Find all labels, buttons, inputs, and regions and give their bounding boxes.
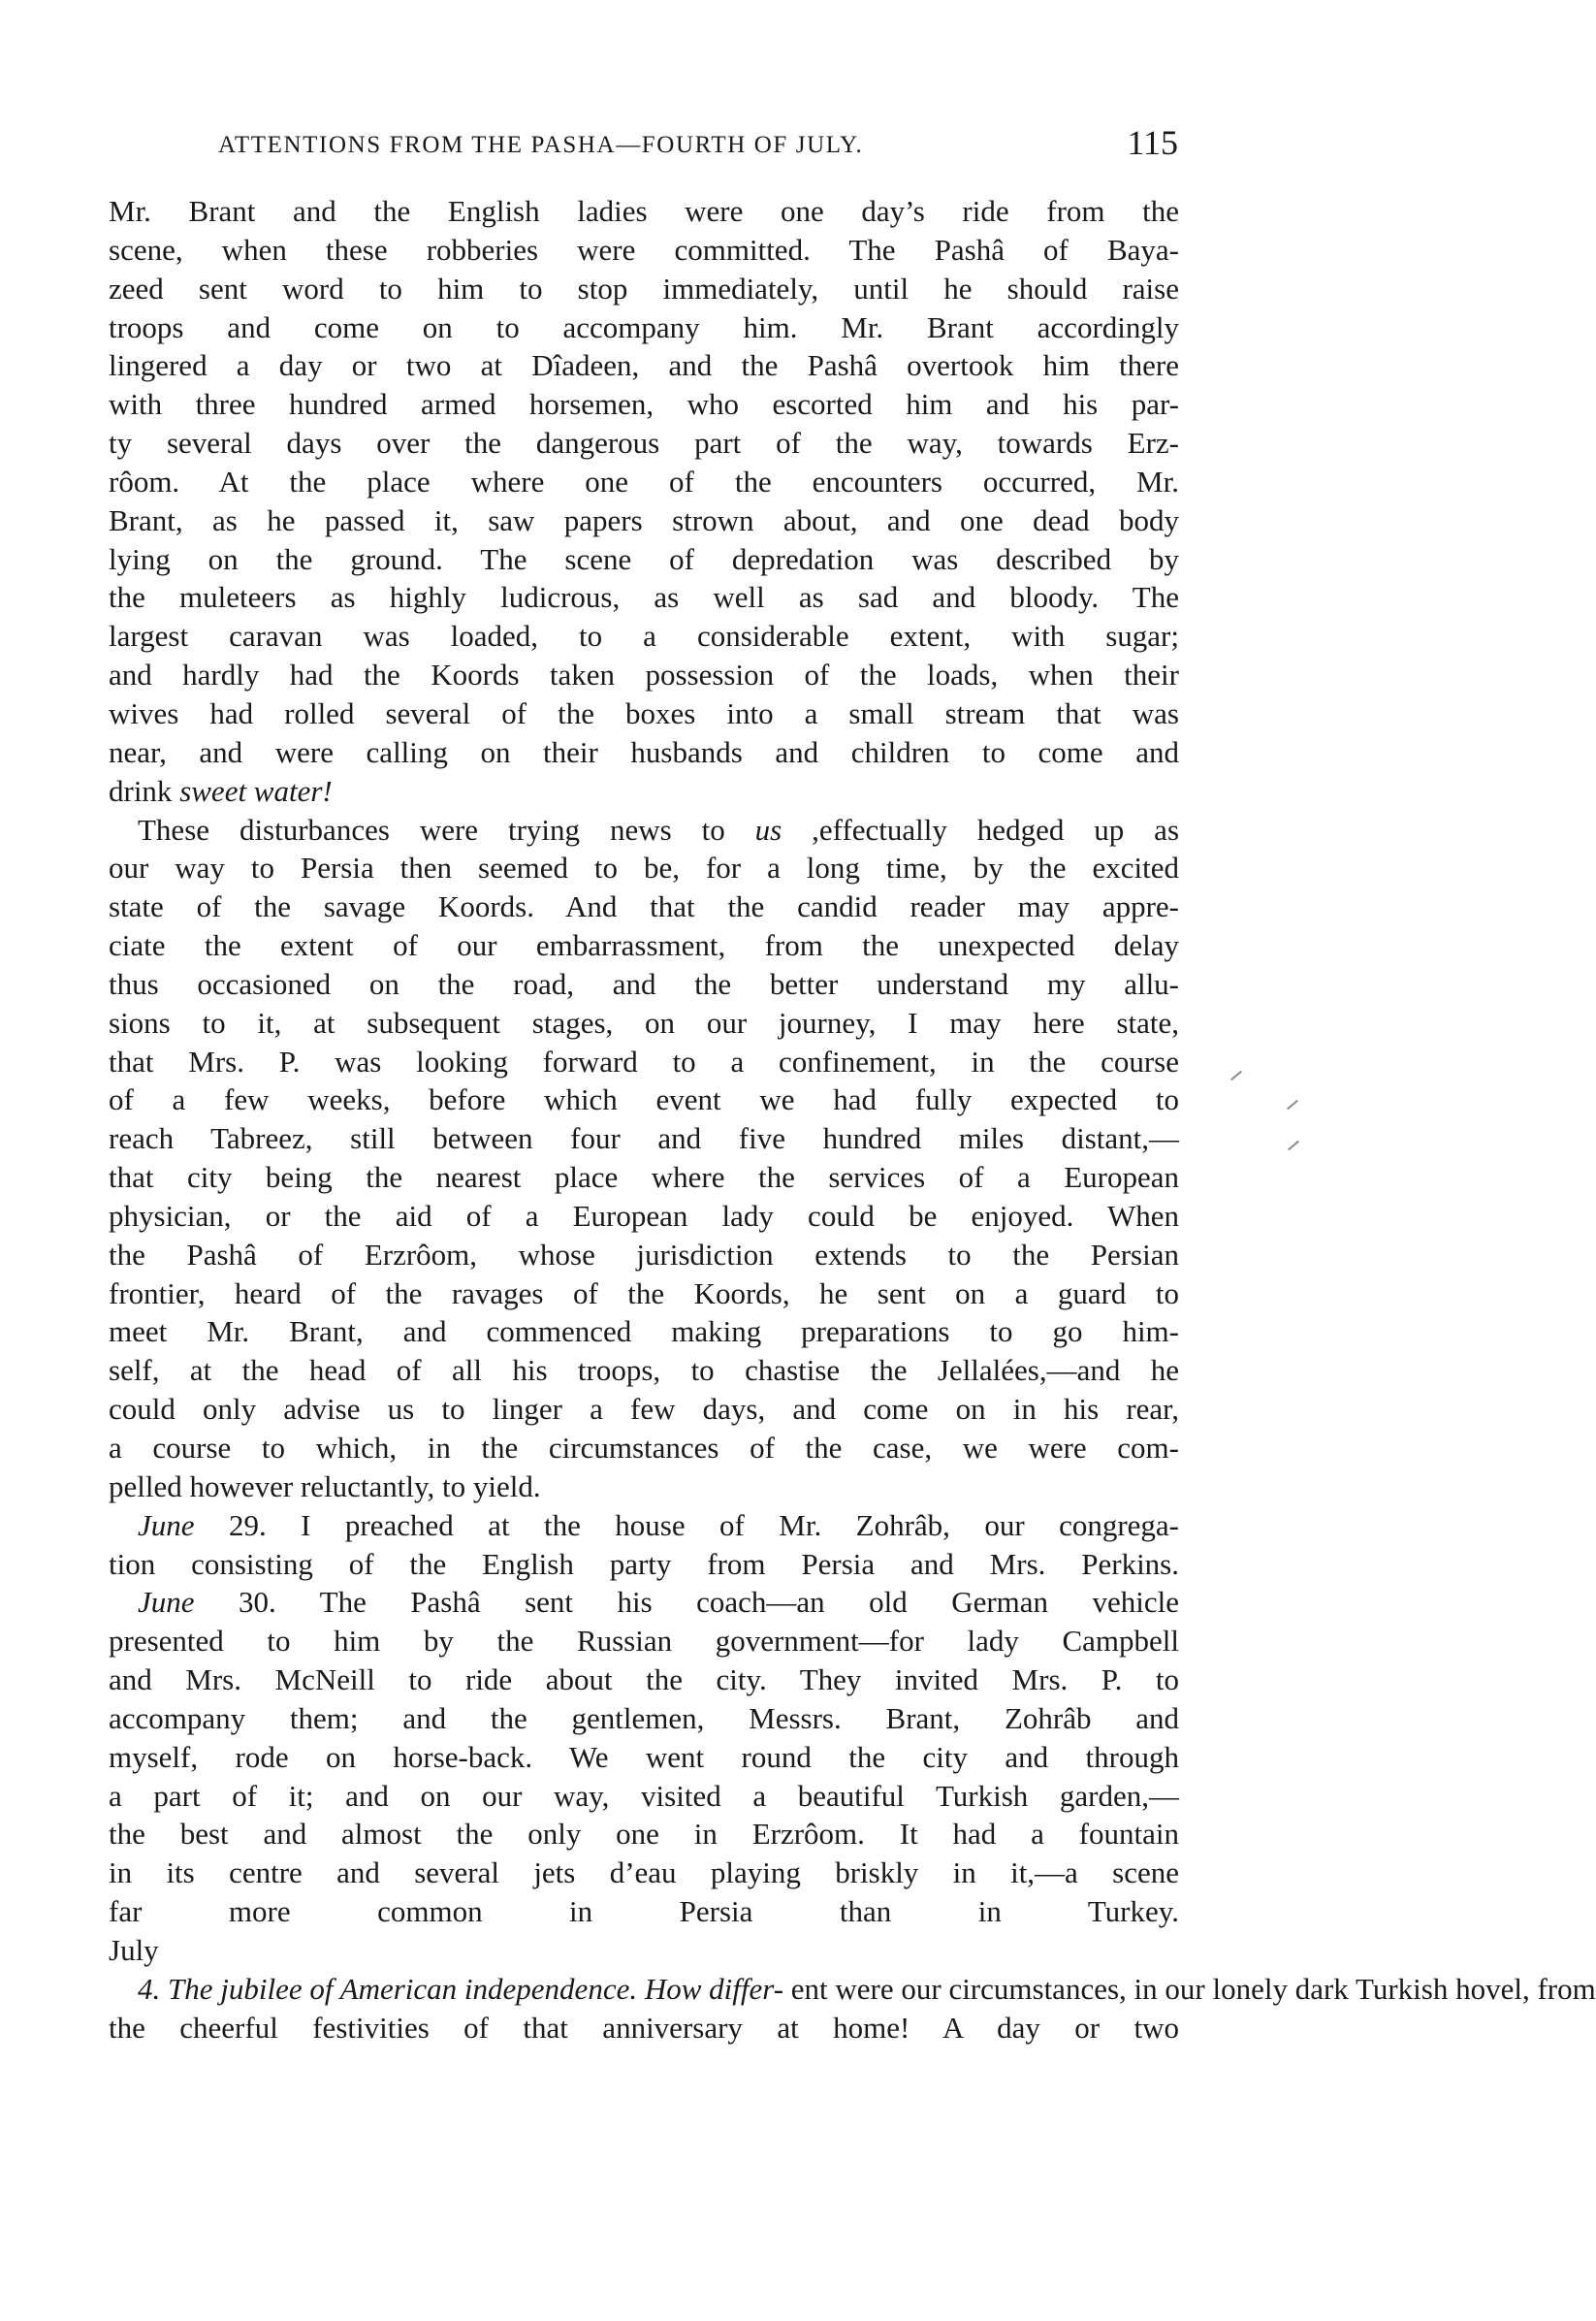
- text-line: tion consisting of the English party from Persia and Mrs. Perkins.: [109, 1546, 1179, 1581]
- text-run: drink: [109, 773, 173, 808]
- text-line: thus occasioned on the road, and the better understand my allu-: [109, 966, 1179, 1001]
- running-head: [218, 122, 1178, 169]
- text-line: near, and were calling on their husbands and children to come and: [109, 734, 1179, 769]
- margin-pencil-mark: [1288, 1141, 1299, 1151]
- text-line: lying on the ground. The scene of depredation was described by: [109, 541, 1179, 576]
- text-line: our way to Persia then seemed to be, for a long time, by the excited: [109, 851, 1179, 886]
- running-title: ATTENTIONS FROM THE PASHA—FOURTH OF JULY.: [218, 132, 864, 158]
- text-line: of a few weeks, before which event we had fully expected to: [109, 1082, 1179, 1117]
- text-line: [109, 772, 1179, 811]
- text-run: 30. The Pashâ sent his coach—an old German vehicle: [239, 1585, 1179, 1620]
- text-line: accompany them; and the gentlemen, Messrs. Brant, Zohrâb and: [109, 1700, 1179, 1735]
- text-line: far more common in Persia than in Turkey.: [109, 1894, 1179, 1929]
- italic-word: us: [754, 812, 782, 847]
- text-line: ciate the extent of our embarrassment, from the unexpected delay: [109, 928, 1179, 963]
- text-line: a course to which, in the circumstances of the case, we were com-: [109, 1431, 1179, 1465]
- text-line: a part of it; and on our way, visited a beautiful Turkish garden,—: [109, 1778, 1179, 1813]
- text-line: that city being the nearest place where the services of a European: [109, 1160, 1179, 1195]
- margin-pencil-mark: [1287, 1100, 1298, 1111]
- text-run: These disturbances were trying news to: [138, 812, 725, 847]
- entry-date: June: [138, 1585, 195, 1620]
- text-line: ty several days over the dangerous part of the way, towards Erz-: [109, 426, 1179, 461]
- text-line: physician, or the aid of a European lady could be enjoyed. When: [109, 1198, 1179, 1233]
- text-line: and Mrs. McNeill to ride about the city. They invited Mrs. P. to: [109, 1662, 1179, 1697]
- margin-pencil-mark: [1230, 1071, 1242, 1081]
- text-line: reach Tabreez, still between four and five hundred miles distant,—: [109, 1121, 1179, 1156]
- text-line: Brant, as he passed it, saw papers strown about, and one dead body: [109, 502, 1179, 537]
- text-line: and hardly had the Koords taken possession of the loads, when their: [109, 658, 1179, 693]
- text-line: the muleteers as highly ludicrous, as well as sad and bloody. The: [109, 580, 1179, 615]
- italic-phrase: sweet water!: [179, 773, 333, 808]
- text-line: zeed sent word to him to stop immediately, until he should raise: [109, 271, 1179, 306]
- text-line: [109, 2047, 1179, 2086]
- diary-entry-line: [109, 1506, 1179, 1545]
- text-line: largest caravan was loaded, to a considerable extent, with sugar;: [109, 619, 1179, 654]
- diary-entry-line: [109, 1970, 1596, 2009]
- text-line: troops and come on to accompany him. Mr. Brant accordingly: [109, 309, 1179, 344]
- text-line: that Mrs. P. was looking forward to a confinement, in the course: [109, 1044, 1179, 1079]
- text-line: the cheerful festivities of that anniversary at home! A day or two: [109, 2010, 1179, 2045]
- text-run: ,effectually hedged up as: [812, 812, 1180, 847]
- text-line: the Pashâ of Erzrôom, whose jurisdiction extends to the Persian: [109, 1237, 1179, 1272]
- text-line: the best and almost the only one in Erzrôom. It had a fountain: [109, 1817, 1179, 1852]
- text-run: 29. I preached at the house of Mr. Zohrâb, our congrega-: [228, 1507, 1179, 1542]
- text-line: lingered a day or two at Dîadeen, and the Pashâ overtook him there: [109, 348, 1179, 383]
- entry-date: 4. The jubilee of American independence. How differ-: [138, 1971, 784, 2006]
- text-run: ent were our circumstances, in our lonely dark Turkish hovel, from: [790, 1971, 1596, 2006]
- text-line: self, at the head of all his troops, to chastise the Jellalées,—and he: [109, 1353, 1179, 1388]
- text-line: in its centre and several jets d’eau playing briskly in it,—a scene: [109, 1855, 1179, 1890]
- text-line: rôom. At the place where one of the encounters occurred, Mr.: [109, 464, 1179, 499]
- text-line: Mr. Brant and the English ladies were one day’s ride from the: [109, 194, 1179, 228]
- text-line: could only advise us to linger a few days, and come on in his rear,: [109, 1392, 1179, 1427]
- diary-entry-line: [109, 1583, 1179, 1622]
- text-line: presented to him by the Russian government—for lady Campbell: [109, 1624, 1179, 1659]
- text-line: state of the savage Koords. And that the candid reader may appre-: [109, 889, 1179, 924]
- text-line: meet Mr. Brant, and commenced making preparations to go him-: [109, 1314, 1179, 1349]
- text-line: July: [109, 1932, 159, 1967]
- text-line: myself, rode on horse-back. We went round the city and through: [109, 1739, 1179, 1774]
- entry-date: June: [138, 1507, 195, 1542]
- text-line: with three hundred armed horsemen, who escorted him and his par-: [109, 387, 1179, 422]
- text-line: frontier, heard of the ravages of the Koords, he sent on a guard to: [109, 1275, 1179, 1310]
- text-line: scene, when these robberies were committed. The Pashâ of Baya-: [109, 232, 1179, 267]
- text-line: sions to it, at subsequent stages, on our journey, I may here state,: [109, 1005, 1179, 1040]
- paragraph-start-line: [109, 811, 1179, 850]
- text-line: wives had rolled several of the boxes into a small stream that was: [109, 695, 1179, 730]
- body-text: [109, 192, 1596, 2085]
- page-number: 115: [1127, 123, 1178, 162]
- text-line: pelled however reluctantly, to yield.: [109, 1468, 541, 1503]
